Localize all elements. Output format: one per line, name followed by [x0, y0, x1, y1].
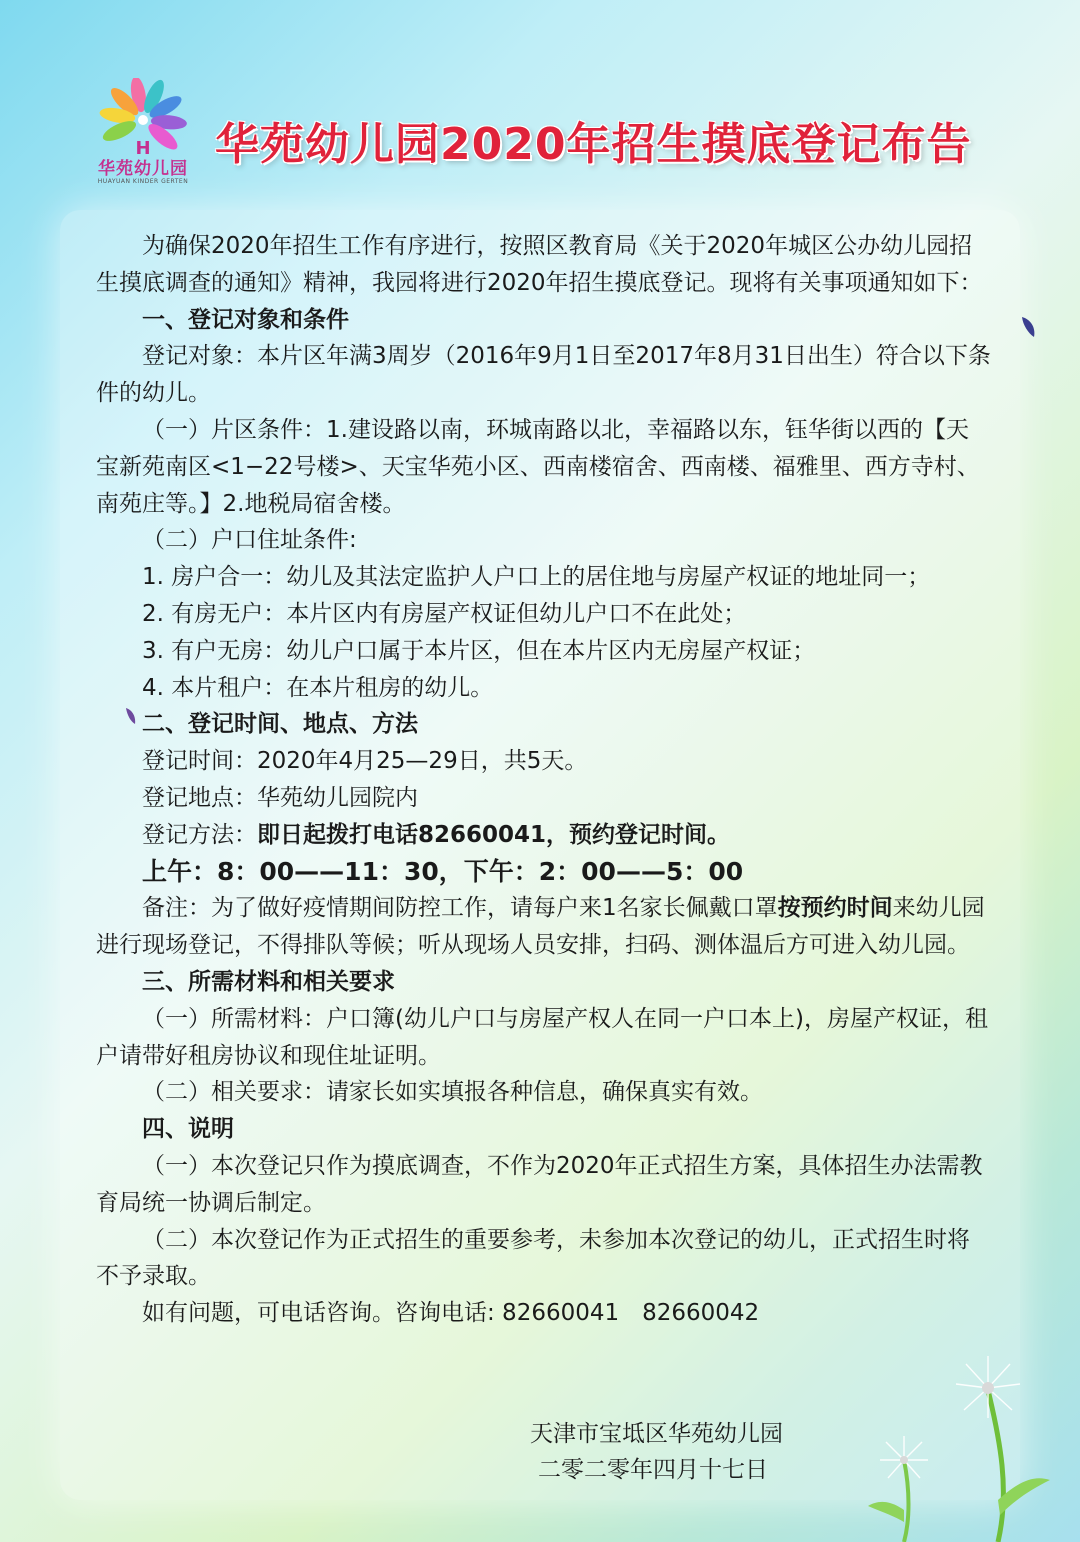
- logo-letter: H: [135, 138, 151, 158]
- area-conditions: （一）片区条件：1.建设路以南，环城南路以北，幸福路以东，钰华街以西的【天宝新苑南区<1−22号楼>、天宝华苑小区、西南楼宿舍、西南楼、福雅里、西方寺村、南苑庄等。】2.地税局宿舍楼。: [96, 416, 980, 517]
- registration-time: 登记时间：2020年4月25—29日，共5天。: [142, 748, 588, 775]
- notice-body: [96, 228, 991, 1332]
- condition-item: 3. 有户无房：幼儿户口属于本片区，但在本片区内无房屋产权证；: [142, 637, 816, 664]
- page-title: 华苑幼儿园2020年招生摸底登记布告: [215, 119, 972, 170]
- remarks-emphasis: 按预约时间: [777, 895, 893, 922]
- section-1-heading: 一、登记对象和条件: [142, 306, 349, 333]
- condition-item: 1. 房户合一：幼儿及其法定监护人户口上的居住地与房屋产权证的地址同一；: [142, 564, 931, 591]
- registration-target: 登记对象：本片区年满3周岁（2016年9月1日至2017年8月31日出生）符合以下条件的幼儿。: [96, 343, 991, 407]
- condition-item: 2. 有房无户：本片区内有房屋产权证但幼儿户口不在此处；: [142, 600, 747, 627]
- signature-date: 二零二零年四月十七日: [538, 1457, 768, 1483]
- remarks-text: 备注：为了做好疫情期间防控工作，请每户来1名家长佩戴口罩: [142, 895, 778, 922]
- remarks-text: 来幼儿园进行现场登记，不得排队等候；听从现场人员安排，扫码、测体温后方可进入幼儿园。: [96, 895, 985, 959]
- condition-item: 4. 本片租户：在本片租房的幼儿。: [142, 674, 494, 701]
- registration-method: [96, 817, 991, 854]
- section-2-heading: 二、登记时间、地点、方法: [142, 711, 418, 738]
- contact-info: 如有问题，可电话咨询。咨询电话: 82660041 82660042: [142, 1300, 760, 1327]
- method-phone: 即日起拨打电话82660041，预约登记时间。: [257, 821, 731, 848]
- feather-icon: [1020, 315, 1038, 339]
- dandelion-icon: [860, 1350, 1060, 1542]
- signature-block: [530, 1416, 783, 1488]
- intro-paragraph: 为确保2020年招生工作有序进行，按照区教育局《关于2020年城区公办幼儿园招生摸底调查的通知》精神，我园将进行2020年招生摸底登记。现将有关事项通知如下：: [96, 233, 983, 296]
- section-3-heading: 三、所需材料和相关要求: [142, 968, 395, 995]
- section-4-heading: 四、说明: [142, 1116, 234, 1143]
- registration-place: 登记地点：华苑幼儿园院内: [142, 784, 418, 811]
- method-label: 登记方法：: [142, 821, 257, 848]
- pinwheel-logo-icon: [88, 78, 198, 158]
- explanation-2: （二）本次登记作为正式招生的重要参考，未参加本次登记的幼儿，正式招生时将不予录取。: [96, 1226, 970, 1290]
- explanation-1: （一）本次登记只作为摸底调查，不作为2020年正式招生方案，具体招生办法需教育局统一协调后制定。: [96, 1152, 983, 1216]
- kindergarten-logo: [88, 78, 198, 198]
- signature-org: 天津市宝坻区华苑幼儿园: [530, 1421, 783, 1447]
- requirements: （二）相关要求：请家长如实填报各种信息，确保真实有效。: [142, 1079, 763, 1106]
- remarks: [96, 890, 991, 964]
- required-materials: （一）所需材料：户口簿(幼儿户口与房屋产权人在同一户口本上)，房屋产权证，租户请带好租房协议和现住址证明。: [96, 1005, 988, 1069]
- logo-name: 华苑幼儿园: [98, 159, 188, 179]
- logo-english: HUAYUAN KINDER GERTEN: [97, 178, 189, 185]
- office-hours: 上午：8：00——11：30，下午：2：00——5：00: [142, 856, 744, 886]
- household-heading: （二）户口住址条件:: [142, 527, 357, 554]
